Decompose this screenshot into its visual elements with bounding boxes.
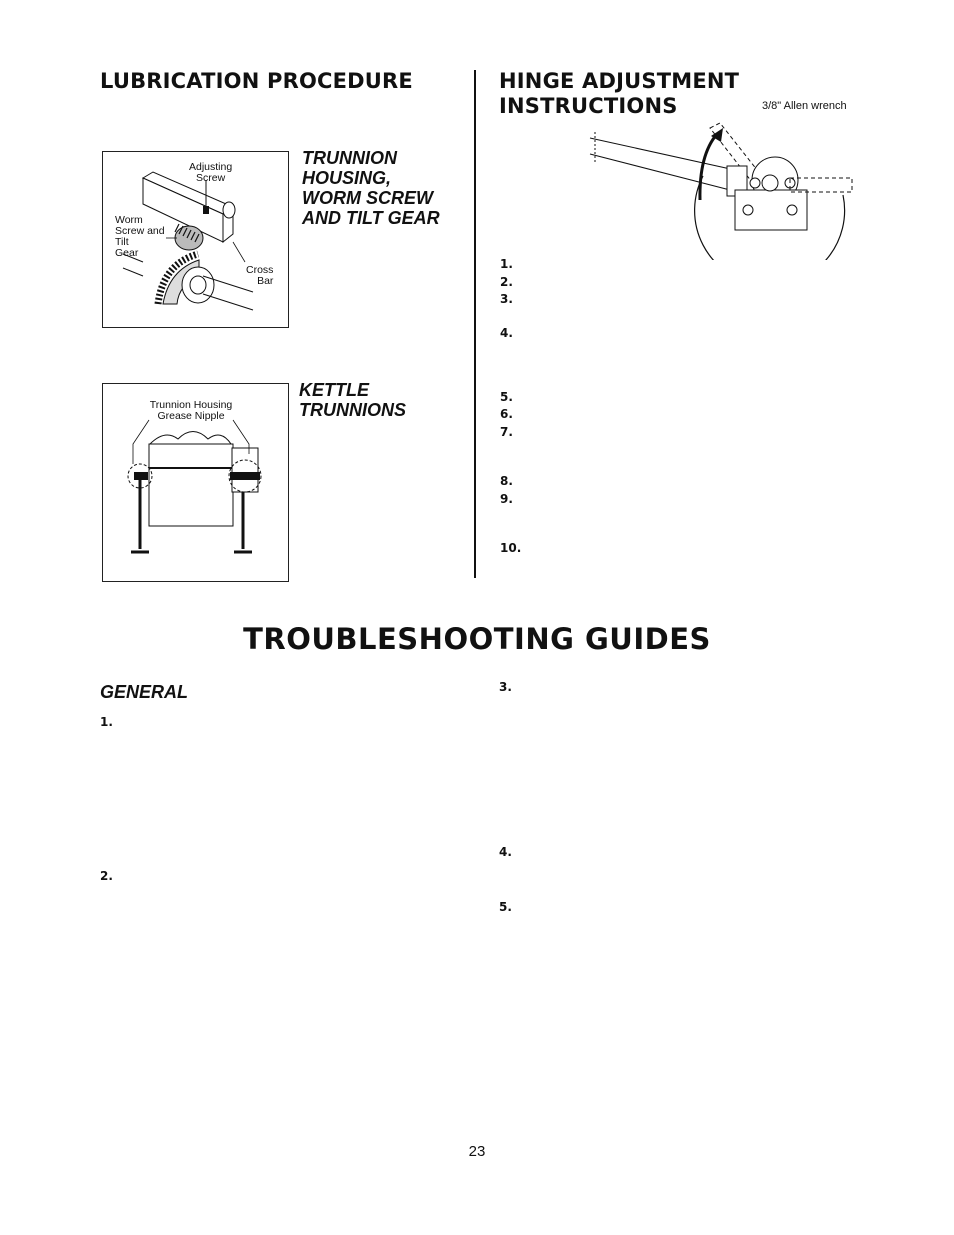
column-divider — [474, 70, 476, 578]
hinge-step-4: 4. — [500, 326, 513, 340]
page-number: 23 — [468, 1143, 486, 1160]
worm-gear-figure — [102, 151, 289, 328]
hinge-step-9: 9. — [500, 492, 513, 506]
kettle-trunnion-figure — [102, 383, 289, 582]
hinge-step-8: 8. — [500, 474, 513, 488]
hinge-illustration — [585, 110, 860, 260]
hinge-step-1: 1. — [500, 257, 513, 271]
fig2-caption: KETTLE TRUNNIONS — [299, 380, 406, 420]
label-grease-nipple: Trunnion Housing Grease Nipple — [149, 399, 233, 422]
general-step-5: 5. — [499, 900, 512, 914]
hinge-heading: HINGE ADJUSTMENT INSTRUCTIONS — [499, 69, 740, 118]
hinge-step-2: 2. — [500, 275, 513, 289]
general-step-3: 3. — [499, 680, 512, 694]
label-adjusting-screw: Adjusting Screw — [189, 161, 233, 184]
general-step-1: 1. — [100, 715, 113, 729]
hinge-step-3: 3. — [500, 292, 513, 306]
lubrication-heading: LUBRICATION PROCEDURE — [100, 69, 413, 93]
troubleshooting-title: TROUBLESHOOTING GUIDES — [243, 622, 711, 656]
hinge-step-5: 5. — [500, 390, 513, 404]
general-step-2: 2. — [100, 869, 113, 883]
hinge-step-6: 6. — [500, 407, 513, 421]
hinge-step-10: 10. — [500, 541, 522, 555]
label-cross-bar: Cross Bar — [246, 264, 274, 287]
label-allen-wrench: 3/8" Allen wrench — [762, 100, 847, 112]
label-worm-screw: Worm Screw and Tilt Gear — [115, 214, 165, 259]
hinge-figure — [585, 110, 860, 260]
general-step-4: 4. — [499, 845, 512, 859]
fig1-caption: TRUNNION HOUSING, WORM SCREW AND TILT GEAR — [302, 148, 440, 228]
general-subheading: GENERAL — [100, 682, 189, 702]
hinge-step-7: 7. — [500, 425, 513, 439]
